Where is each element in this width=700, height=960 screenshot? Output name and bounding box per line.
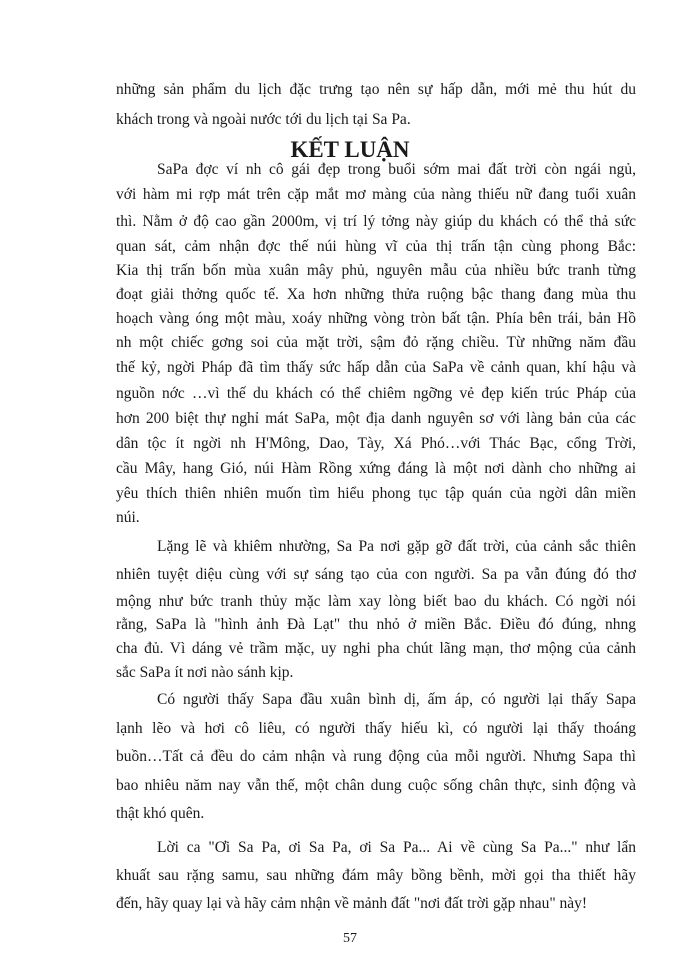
paragraph-line: đoạt giải thởng quốc tế. Xa hơn những thửa ruộng bậc thang đang mùa thu <box>116 286 636 303</box>
paragraph-line: hơn 200 biệt thự nghỉ mát SaPa, một địa danh nguyên sơ với làng bản của các <box>116 410 636 427</box>
intro-line: khách trong và ngoài nước tới du lịch tại Sa Pa. <box>116 111 411 128</box>
paragraph-line: Kia thị trấn bốn mùa xuân mây phủ, nguyên mẫu của nhiều bức tranh từng <box>116 262 636 279</box>
paragraph-line: với hàm mi rợp mát trên cặp mắt mơ màng của nàng thiếu nữ đang tuổi xuân <box>116 186 636 203</box>
paragraph-line: cầu Mây, hang Gió, núi Hàm Rồng xứng đáng là một nơi dành cho những ai <box>116 460 636 477</box>
paragraph-line: Lời ca "Ơi Sa Pa, ơi Sa Pa, ơi Sa Pa... Ai về cùng Sa Pa..." như lẩn <box>157 839 636 856</box>
paragraph-line: SaPa đợc ví nh cô gái đẹp trong buổi sớm mai đất trời còn ngái ngủ, <box>157 161 636 178</box>
paragraph-line: sắc SaPa ít nơi nào sánh kịp. <box>116 664 294 681</box>
paragraph-line: núi. <box>116 509 140 526</box>
paragraph-line: lạnh lẽo và hơi cô liêu, có người thấy hiếu kì, có người lại thấy thoáng <box>116 720 636 737</box>
paragraph-line: buồn…Tất cả đều do cảm nhận và rung động của mỗi người. Nhưng Sapa thì <box>116 748 636 765</box>
paragraph-line: yêu thích thiên nhiên muốn tìm hiểu phong tục tập quán của ngời dân miền <box>116 485 636 502</box>
paragraph-line: bao nhiêu năm nay vẫn thế, một chân dung cuộc sống chân thực, sinh động và <box>116 777 636 794</box>
paragraph-line: Có người thấy Sapa đầu xuân bình dị, ấm áp, có người lại thấy Sapa <box>157 691 636 708</box>
paragraph-line: thì. Nằm ở độ cao gần 2000m, vị trí lý tởng này giúp du khách có thể thả sức <box>116 213 636 230</box>
paragraph-line: nhiên tuyệt diệu cùng với sự sáng tạo của con người. Sa pa vẫn đúng đó thơ <box>116 566 636 583</box>
paragraph-line: khuất sau rặng samu, sau những đám mây bồng bềnh, mời gọi tha thiết hãy <box>116 867 636 884</box>
paragraph-line: thật khó quên. <box>116 805 205 822</box>
paragraph-line: nh một chiếc gơng soi của mặt trời, sậm đỏ rặng chiều. Từ những năm đầu <box>116 334 636 351</box>
section-heading: KẾT LUẬN <box>290 137 410 162</box>
paragraph-line: dân tộc ít ngời nh H'Mông, Dao, Tày, Xá Phó…với Thác Bạc, cổng Trời, <box>116 435 636 452</box>
intro-line: những sản phẩm du lịch đặc trưng tạo nên sự hấp dẫn, mới mẻ thu hút du <box>116 81 636 98</box>
paragraph-line: mộng như bức tranh thủy mặc làm xay lòng biết bao du khách. Có ngời nói <box>116 593 636 610</box>
paragraph-line: thế kỷ, ngời Pháp đã tìm thấy sức hấp dẫn của SaPa về cảnh quan, khí hậu và <box>116 359 636 376</box>
paragraph-line: nguồn nớc …vì thế du khách có thể chiêm ngỡng vẻ đẹp kiến trúc Pháp của <box>116 385 636 402</box>
paragraph-line: rằng, SaPa là "hình ảnh Đà Lạt" thu nhỏ ở miền Bắc. Điều đó đúng, nhng <box>116 616 636 633</box>
paragraph-line: cha đủ. Vì dáng vẻ trầm mặc, uy nghi pha chút lãng mạn, thơ mộng của cảnh <box>116 640 636 657</box>
paragraph-line: đến, hãy quay lại và hãy cảm nhận về mảnh đất "nơi đất trời gặp nhau" này! <box>116 895 588 912</box>
paragraph-line: Lặng lẽ và khiêm nhường, Sa Pa nơi gặp gỡ đất trời, của cảnh sắc thiên <box>157 538 636 555</box>
paragraph-line: hoạch vàng óng một màu, xoáy những vòng tròn bất tận. Phía bên trái, bản Hồ <box>116 310 636 327</box>
page-number: 57 <box>343 931 357 946</box>
paragraph-line: quan sát, cảm nhận đợc thế núi hùng vĩ của thị trấn tận cùng phong Bắc: <box>116 238 636 255</box>
